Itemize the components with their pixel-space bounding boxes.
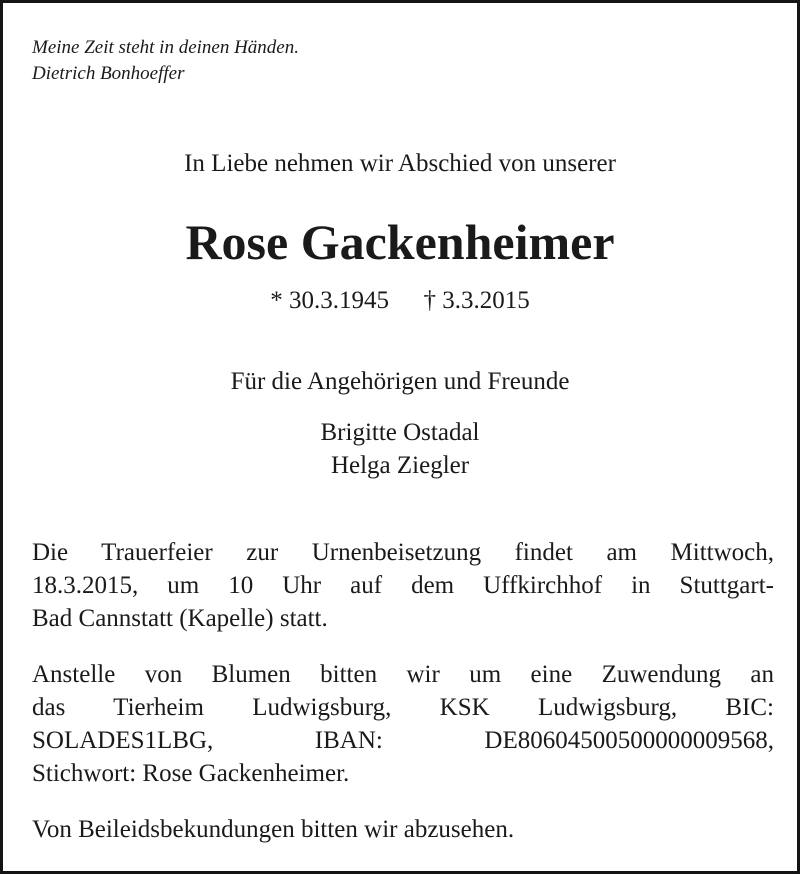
family-member: Helga Ziegler	[330, 452, 470, 479]
ceremony-line: Die Trauerfeier zur Urnenbeisetzung findet am Mittwoch,	[32, 539, 774, 566]
farewell-intro: In Liebe nehmen wir Abschied von unserer	[184, 150, 616, 177]
motto-quote-block	[32, 35, 299, 87]
donation-paragraph	[32, 658, 774, 790]
donation-line: SOLADES1LBG, IBAN: DE80604500500000009568,	[32, 727, 774, 754]
death-date: 3.3.2015	[442, 287, 530, 314]
ceremony-paragraph	[32, 536, 774, 635]
deceased-name: Rose Gackenheimer	[185, 214, 615, 270]
ceremony-line: 18.3.2015, um 10 Uhr auf dem Uffkirchhof in Stuttgart-	[32, 572, 774, 599]
motto-author: Dietrich Bonhoeffer	[32, 63, 185, 84]
birth-star-icon: *	[270, 287, 283, 314]
donation-line: das Tierheim Ludwigsburg, KSK Ludwigsburg, BIC:	[32, 694, 774, 721]
birth-date: 30.3.1945	[289, 287, 389, 314]
life-dates	[3, 286, 797, 316]
condolences-paragraph	[32, 813, 774, 846]
donation-line: Stichwort: Rose Gackenheimer.	[32, 760, 350, 787]
family-member: Brigitte Ostadal	[320, 419, 480, 446]
motto-quote: Meine Zeit steht in deinen Händen.	[32, 37, 299, 58]
family-members	[3, 416, 797, 482]
condolences-line: Von Beileidsbekundungen bitten wir abzusehen.	[32, 816, 515, 843]
donation-line: Anstelle von Blumen bitten wir um eine Zuwendung an	[32, 661, 774, 688]
ceremony-line: Bad Cannstatt (Kapelle) statt.	[32, 605, 328, 632]
death-cross-icon: †	[423, 287, 436, 314]
family-intro: Für die Angehörigen und Freunde	[230, 368, 570, 395]
